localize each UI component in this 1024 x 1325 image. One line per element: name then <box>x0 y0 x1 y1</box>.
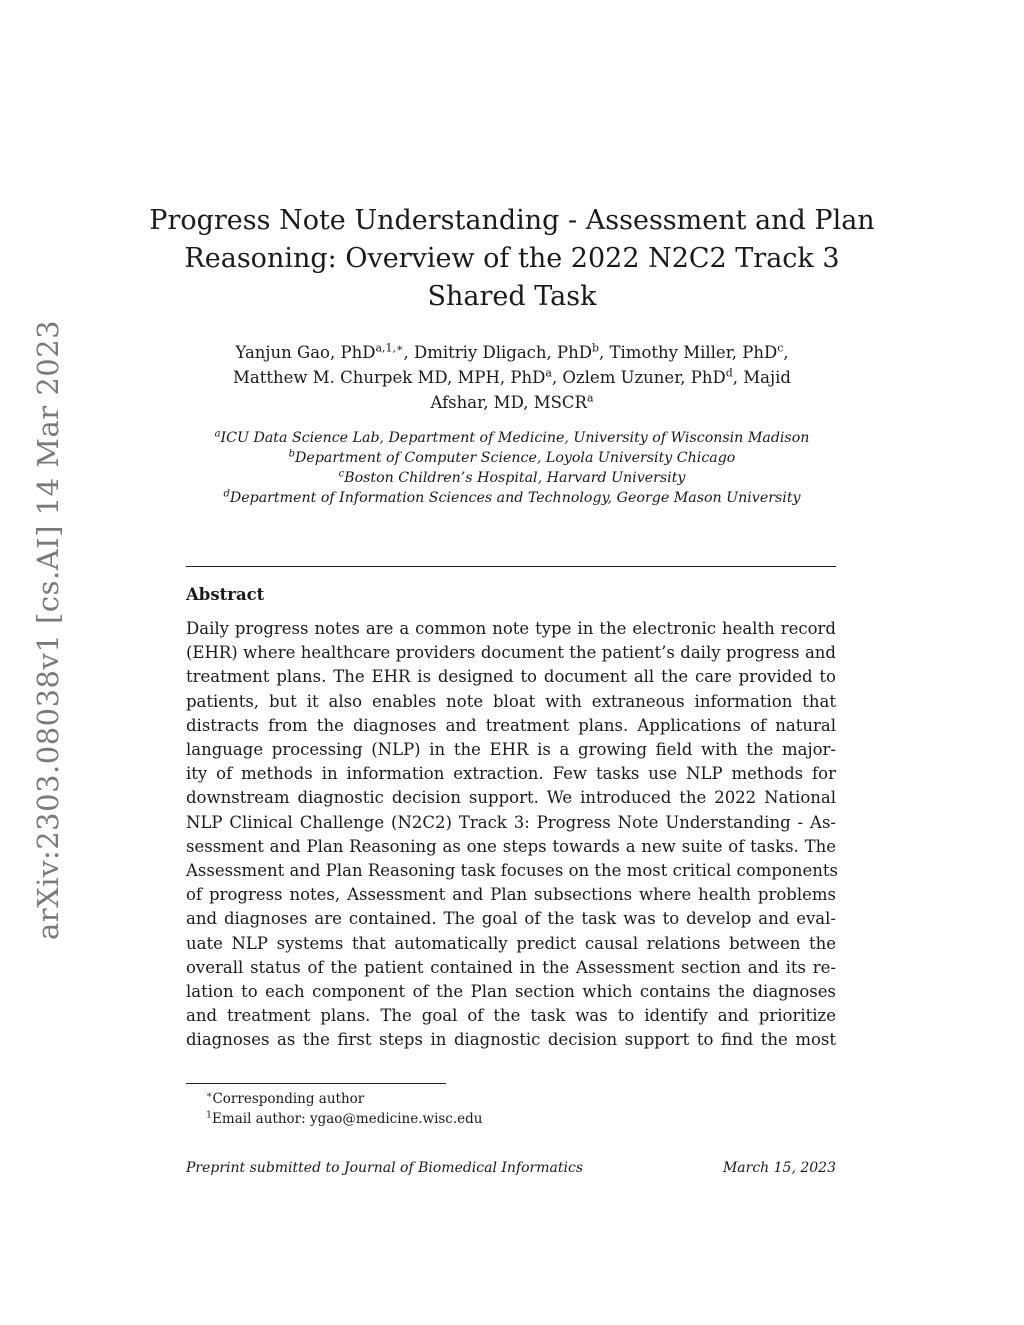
author-name: Yanjun Gao, PhD <box>235 343 376 362</box>
affiliation-list <box>180 428 844 508</box>
affiliation-item <box>180 448 844 468</box>
abstract-line: language processing (NLP) in the EHR is a growing field with the major- <box>186 740 836 760</box>
affiliation-mark: a <box>214 428 221 440</box>
paper-title <box>120 202 904 316</box>
abstract-divider <box>186 566 836 567</box>
affiliation-text: ICU Data Science Lab, Department of Medicine, University of Wisconsin Madison <box>220 430 810 446</box>
author-list <box>190 340 834 415</box>
author-name: , Majid <box>732 368 791 387</box>
abstract-line: Assessment and Plan Reasoning task focuses on the most critical components <box>186 861 838 881</box>
abstract-line: NLP Clinical Challenge (N2C2) Track 3: Progress Note Understanding - As- <box>186 812 836 832</box>
abstract-line: uate NLP systems that automatically predict causal relations between the <box>186 933 836 953</box>
author-name: , Timothy Miller, PhD <box>599 343 778 362</box>
title-line: Progress Note Understanding - Assessment and Plan <box>149 205 875 236</box>
abstract-line: patients, but it also enables note bloat with extraneous information that <box>186 691 836 711</box>
affiliation-mark: b <box>288 448 296 460</box>
author-affiliation-mark: a,1,∗ <box>375 341 404 355</box>
footnote-divider <box>186 1083 446 1084</box>
abstract-line: and diagnoses are contained. The goal of the task was to develop and eval- <box>186 909 836 929</box>
author-affiliation-mark: a <box>545 366 552 380</box>
affiliation-item <box>180 428 844 448</box>
author-affiliation-mark: d <box>725 366 733 380</box>
abstract-line: sessment and Plan Reasoning as one steps towards a new suite of tasks. The <box>186 836 836 856</box>
author-line <box>190 365 834 390</box>
affiliation-item <box>180 488 844 508</box>
abstract-body <box>186 617 836 1053</box>
abstract-line: lation to each component of the Plan section which contains the diagnoses <box>186 982 836 1002</box>
arxiv-identifier: arXiv:2303.08038v1 [cs.AI] 14 Mar 2023 <box>31 319 65 940</box>
title-line: Reasoning: Overview of the 2022 N2C2 Track 3 <box>184 243 840 274</box>
author-affiliation-mark: c <box>777 341 784 355</box>
abstract-line: distracts from the diagnoses and treatment plans. Applications of natural <box>186 715 836 735</box>
author-line <box>190 390 834 415</box>
abstract-line: (EHR) where healthcare providers document the patient’s daily progress and <box>186 643 836 663</box>
title-line: Shared Task <box>427 281 597 312</box>
affiliation-text: Boston Children’s Hospital, Harvard University <box>344 470 686 486</box>
affiliation-text: Department of Computer Science, Loyola University Chicago <box>295 450 736 466</box>
author-name: , Ozlem Uzuner, PhD <box>551 368 726 387</box>
author-affiliation-mark: b <box>591 341 600 355</box>
affiliation-mark: d <box>223 488 230 500</box>
affiliation-mark: c <box>338 468 345 480</box>
footnotes <box>186 1089 836 1129</box>
affiliation-item <box>180 468 844 488</box>
affiliation-text: Department of Information Sciences and Technology, George Mason University <box>229 490 801 506</box>
abstract-line: treatment plans. The EHR is designed to document all the care provided to <box>186 667 836 687</box>
journal-note: Preprint submitted to Journal of Biomedical Informatics <box>186 1160 584 1176</box>
author-separator: , <box>783 343 789 362</box>
abstract-line: diagnoses as the first steps in diagnostic decision support to find the most <box>186 1030 836 1050</box>
abstract-line: Daily progress notes are a common note type in the electronic health record <box>186 619 836 638</box>
author-affiliation-mark: a <box>586 391 594 405</box>
footnote-mark: 1 <box>206 1109 213 1121</box>
footnote <box>186 1109 836 1129</box>
abstract-line: of progress notes, Assessment and Plan subsections where health problems <box>186 885 836 905</box>
author-name: Afshar, MD, MSCR <box>430 393 587 412</box>
abstract-line: downstream diagnostic decision support. We introduced the 2022 National <box>186 788 836 808</box>
footnote-mark: ∗ <box>206 1089 213 1101</box>
footnote-text: Email author: ygao@medicine.wisc.edu <box>212 1111 483 1127</box>
author-line <box>190 340 834 365</box>
author-name: , Dmitriy Dligach, PhD <box>403 343 592 362</box>
abstract-line: overall status of the patient contained in the Assessment section and its re- <box>186 957 836 977</box>
footnote-text: Corresponding author <box>212 1091 365 1107</box>
abstract-line: and treatment plans. The goal of the task was to identify and prioritize <box>186 1006 836 1026</box>
preprint-date: March 15, 2023 <box>722 1160 836 1176</box>
footnote <box>186 1089 836 1109</box>
abstract-line: ity of methods in information extraction. Few tasks use NLP methods for <box>186 764 836 784</box>
author-name: Matthew M. Churpek MD, MPH, PhD <box>233 368 546 387</box>
abstract-heading: Abstract <box>186 585 265 604</box>
